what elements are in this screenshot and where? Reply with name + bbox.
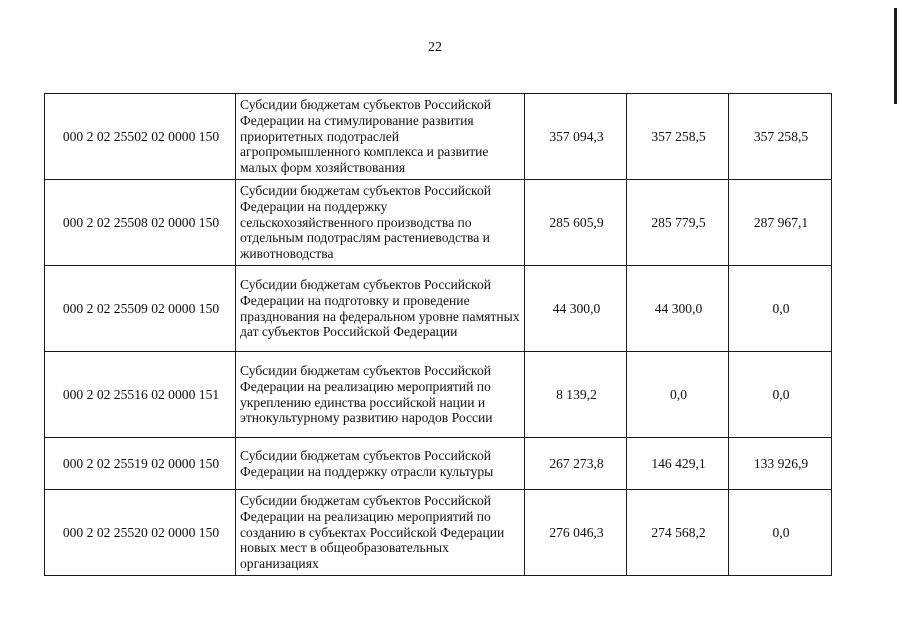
budget-code-cell: 000 2 02 25519 02 0000 150 bbox=[45, 438, 236, 490]
value-1-cell: 357 094,3 bbox=[525, 94, 627, 180]
description-cell: Субсидии бюджетам субъектов Российской Федерации на реализацию мероприятий по созданию в субъектах Российской Федерации новых мест в общеобразовательных организациях bbox=[236, 490, 525, 576]
value-2-cell: 44 300,0 bbox=[627, 266, 729, 352]
value-2-cell: 146 429,1 bbox=[627, 438, 729, 490]
value-1-cell: 267 273,8 bbox=[525, 438, 627, 490]
budget-code-cell: 000 2 02 25508 02 0000 150 bbox=[45, 180, 236, 266]
budget-code-cell: 000 2 02 25509 02 0000 150 bbox=[45, 266, 236, 352]
value-2-cell: 0,0 bbox=[627, 352, 729, 438]
table-row bbox=[45, 352, 832, 438]
value-3-cell: 0,0 bbox=[729, 266, 832, 352]
table-row bbox=[45, 266, 832, 352]
value-2-cell: 357 258,5 bbox=[627, 94, 729, 180]
value-2-cell: 274 568,2 bbox=[627, 490, 729, 576]
value-3-cell: 133 926,9 bbox=[729, 438, 832, 490]
value-3-cell: 0,0 bbox=[729, 490, 832, 576]
table-row bbox=[45, 94, 832, 180]
value-3-cell: 287 967,1 bbox=[729, 180, 832, 266]
value-1-cell: 276 046,3 bbox=[525, 490, 627, 576]
value-3-cell: 0,0 bbox=[729, 352, 832, 438]
value-3-cell: 357 258,5 bbox=[729, 94, 832, 180]
budget-code-cell: 000 2 02 25516 02 0000 151 bbox=[45, 352, 236, 438]
scan-edge-mark bbox=[894, 8, 897, 104]
table-row bbox=[45, 438, 832, 490]
budget-code-cell: 000 2 02 25502 02 0000 150 bbox=[45, 94, 236, 180]
description-cell: Субсидии бюджетам субъектов Российской Федерации на поддержку отрасли культуры bbox=[236, 438, 525, 490]
value-1-cell: 44 300,0 bbox=[525, 266, 627, 352]
budget-table bbox=[44, 93, 832, 576]
page-number: 22 bbox=[428, 40, 442, 55]
table-row bbox=[45, 490, 832, 576]
description-cell: Субсидии бюджетам субъектов Российской Федерации на реализацию мероприятий по укреплению единства российской нации и этнокультурному развитию народов России bbox=[236, 352, 525, 438]
value-2-cell: 285 779,5 bbox=[627, 180, 729, 266]
value-1-cell: 285 605,9 bbox=[525, 180, 627, 266]
table-row bbox=[45, 180, 832, 266]
description-cell: Субсидии бюджетам субъектов Российской Федерации на стимулирование развития приоритетных подотраслей агропромышленного комплекса и развитие малых форм хозяйствования bbox=[236, 94, 525, 180]
value-1-cell: 8 139,2 bbox=[525, 352, 627, 438]
budget-code-cell: 000 2 02 25520 02 0000 150 bbox=[45, 490, 236, 576]
description-cell: Субсидии бюджетам субъектов Российской Федерации на поддержку сельскохозяйственного производства по отдельным подотраслям растениеводства и животноводства bbox=[236, 180, 525, 266]
description-cell: Субсидии бюджетам субъектов Российской Федерации на подготовку и проведение празднования на федеральном уровне памятных дат субъектов Российской Федерации bbox=[236, 266, 525, 352]
